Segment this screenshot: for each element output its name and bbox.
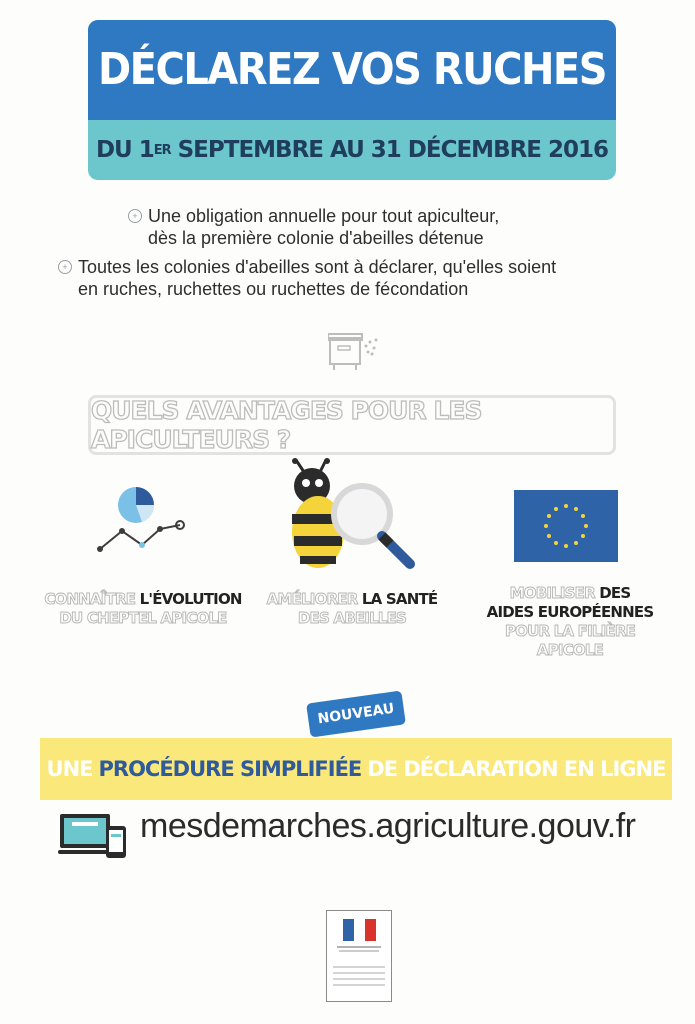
advantage-evolution-key: L'ÉVOLUTION — [139, 590, 242, 608]
date-range-start: DU 1 — [95, 137, 154, 163]
date-range-end: SEPTEMBRE AU 31 DÉCEMBRE 2016 — [170, 137, 609, 163]
eu-flag-icon — [514, 490, 618, 562]
advantage-health-verb: AMÉLIORER — [266, 590, 362, 608]
marianne-logo-icon — [327, 911, 391, 1001]
advantage-eu-verb: MOBILISER — [509, 584, 600, 602]
advantage-eu-aid — [470, 584, 670, 660]
advantage-eu-key: DES — [599, 584, 631, 602]
bullet-icon: + — [128, 209, 142, 223]
website-url[interactable]: mesdemarches.agriculture.gouv.fr — [140, 807, 636, 845]
bullet-line: Toutes les colonies d'abeilles sont à déclarer, qu'elles soient — [78, 257, 557, 277]
advantage-evolution-detail: DU CHEPTEL APICOLE — [59, 609, 227, 627]
header-banner — [88, 20, 616, 180]
advantages-heading: QUELS AVANTAGES POUR LES APICULTEURS ? — [91, 396, 482, 454]
bullet-item — [128, 205, 668, 249]
government-logo — [326, 910, 392, 1002]
advantage-evolution-verb: CONNAÎTRE — [44, 590, 140, 608]
beehive-icon — [328, 332, 380, 372]
bullet-icon: + — [58, 260, 72, 274]
bee-magnifier-icon — [280, 458, 422, 576]
advantage-health-detail: DES ABEILLES — [297, 609, 407, 627]
date-range — [88, 120, 616, 180]
advantage-eu-detail: POUR LA FILIÈRE APICOLE — [504, 622, 636, 659]
date-range-ordinal: ER — [153, 142, 171, 158]
promo-text-end: DE DÉCLARATION EN LIGNE — [367, 757, 666, 781]
bullet-item — [58, 256, 678, 300]
bullet-line: en ruches, ruchettes ou ruchettes de fécondation — [78, 279, 469, 299]
header-title-bar — [88, 20, 616, 120]
pie-chart-icon — [96, 485, 192, 557]
advantage-eu-key-2: AIDES EUROPÉENNES — [486, 603, 654, 621]
page-title: DÉCLAREZ VOS RUCHES — [97, 45, 607, 95]
advantage-health — [262, 590, 442, 628]
new-badge: NOUVEAU — [306, 690, 406, 737]
bullet-line: Une obligation annuelle pour tout apiculteur, — [148, 206, 500, 226]
advantages-heading-box — [88, 395, 616, 455]
advantage-evolution — [40, 590, 246, 628]
promo-text-start: UNE — [46, 757, 93, 781]
devices-icon — [58, 812, 130, 860]
online-procedure-banner — [40, 738, 672, 800]
promo-text-highlight: PROCÉDURE SIMPLIFIÉE — [98, 757, 362, 781]
advantage-health-key: LA SANTÉ — [361, 590, 438, 608]
bullet-line: dès la première colonie d'abeilles détenue — [148, 228, 484, 248]
